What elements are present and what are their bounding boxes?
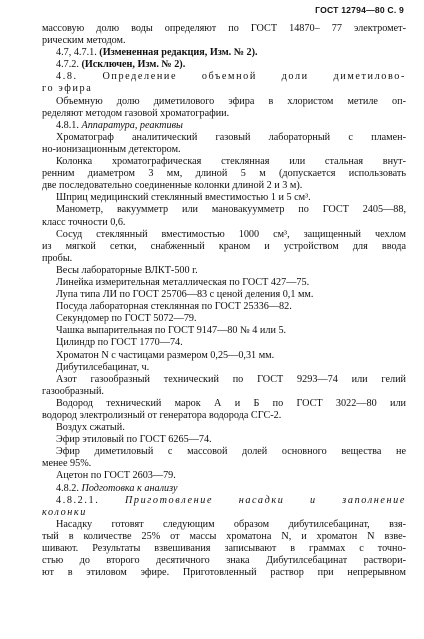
- text-line: Линейка измерительная металлическая по ГОСТ 427—75.: [56, 276, 310, 288]
- text-line: Насадку готовят следующим образом дибутилсебацинат, взя-: [56, 518, 406, 530]
- text-line: класс точности 0,6.: [42, 216, 126, 228]
- text-line: массовую долю воды определяют по ГОСТ 14870– 77 электромет-: [42, 23, 406, 34]
- text-line: Водород технический марок А и Б по ГОСТ 3022—80 или: [56, 397, 406, 409]
- text-line: 4.8. Определение объемной доли диметилово-: [56, 71, 406, 83]
- text-line: Сосуд стеклянный вместимостью 1000 см³, защищенный чехлом: [56, 228, 406, 240]
- text-line: Лупа типа ЛИ по ГОСТ 25706—83 с ценой деления 0,1 мм.: [56, 289, 314, 301]
- text-line: Шприц медицинский стеклянный вместимостью 1 и 5 см³.: [56, 192, 311, 204]
- text-line: шивают. Результаты взвешивания записывают в граммах с точно-: [42, 543, 406, 555]
- text-line: пробы.: [42, 252, 73, 264]
- text-line: ют в этиловом эфире. Приготовленный раствор при непрерывном: [42, 567, 406, 579]
- text-line: Воздух сжатый.: [56, 422, 125, 434]
- text-line: две последовательно соединенные колонки длиной 2 и 3 м).: [42, 180, 303, 192]
- text-line: менее 95%.: [42, 458, 92, 470]
- text-line: 4.8.1. Аппаратура, реактивы: [56, 119, 183, 131]
- text-line: Ацетон по ГОСТ 2603—79.: [56, 470, 176, 482]
- text-line: 4.7.2. (Исключен, Изм. № 2).: [56, 59, 186, 71]
- text-line: Секундомер по ГОСТ 5072—79.: [56, 313, 197, 325]
- text-line: Эфир этиловый по ГОСТ 6265—74.: [56, 434, 212, 446]
- text-line: водород электролизный от генератора водорода СГС-2.: [42, 410, 282, 421]
- text-line: 4.7, 4.7.1. (Измененная редакция, Изм. № 2).: [56, 47, 258, 59]
- text-line: Хроматограф аналитический газовый лабораторный с пламен-: [56, 131, 406, 143]
- text-line: 4.8.2. Подготовка к анализу: [56, 482, 178, 494]
- text-line: Посуда лабораторная стеклянная по ГОСТ 25336—82.: [56, 301, 292, 313]
- text-line: газообразный.: [42, 385, 104, 397]
- running-head: ГОСТ 12794—80 С. 9: [315, 5, 404, 15]
- text-line: 4.8.2.1. Приготовление насадки и заполнение: [56, 494, 406, 506]
- text-line: тый в количестве 25% от массы хроматона N, и хроматон N взве-: [42, 530, 406, 542]
- text-line: Хроматон N с частицами размером 0,25—0,31 мм.: [56, 349, 275, 361]
- body-text: [42, 23, 406, 579]
- text-line: Весы лабораторные ВЛКТ-500 г.: [56, 264, 198, 276]
- text-line: из мягкой сетки, снабженный краном и устройством для ввода: [42, 240, 406, 252]
- text-line: но-ионизационным детектором.: [42, 143, 181, 155]
- text-line: ренним диаметром 3 мм, длиной 5 м (допускается использовать: [42, 168, 406, 180]
- text-line: Чашка выпарительная по ГОСТ 9147—80 № 4 или 5.: [56, 325, 287, 337]
- text-line: колонки: [42, 506, 87, 518]
- text-line: Эфир диметиловый с массовой долей основного вещества не: [56, 446, 406, 458]
- text-line: го эфира: [42, 83, 93, 95]
- text-line: Азот газообразный технический по ГОСТ 9293—74 или гелий: [56, 373, 406, 385]
- text-line: Колонка хроматографическая стеклянная или стальная внут-: [56, 156, 406, 168]
- text-line: Объемную долю диметилового эфира в хлористом метиле оп-: [56, 95, 406, 107]
- text-line: Дибутилсебацинат, ч.: [56, 361, 150, 373]
- text-line: стью до второго десятичного знака Дибутилсебацинат раствори-: [42, 555, 406, 567]
- text-line: рическим методом.: [42, 35, 126, 47]
- text-line: ределяют методом газовой хроматографии.: [42, 107, 230, 119]
- text-line: Цилиндр по ГОСТ 1770—74.: [56, 337, 183, 349]
- text-line: Манометр, вакуумметр или мановакуумметр по ГОСТ 2405—88,: [56, 204, 406, 216]
